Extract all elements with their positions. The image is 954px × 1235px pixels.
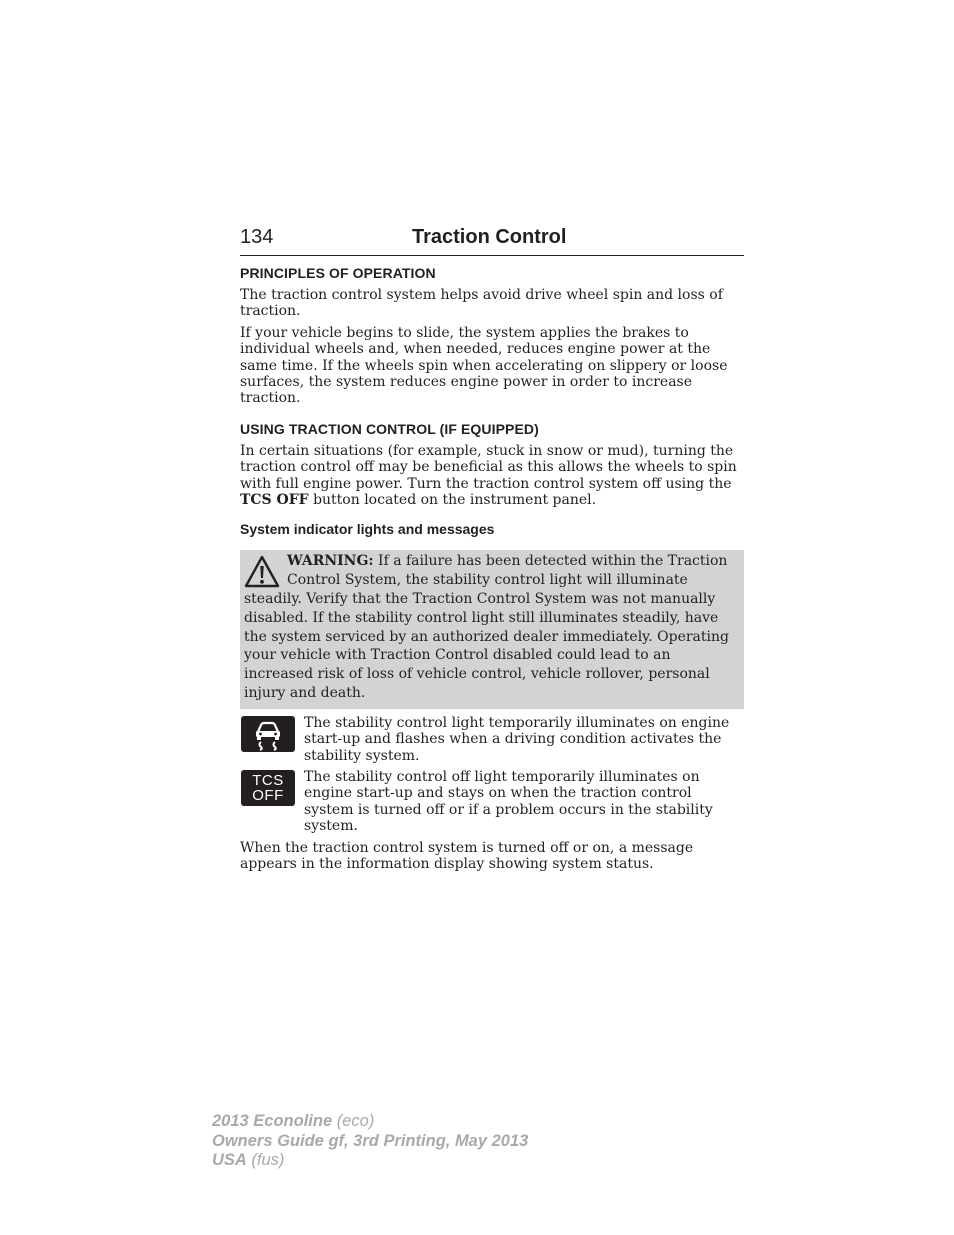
footer-region-code: (fus) <box>246 1151 285 1169</box>
page-content <box>240 226 744 878</box>
tcs-off-icon <box>252 773 284 803</box>
tcs-icon-line-1: TCS <box>252 772 284 790</box>
footer-line-2: Owners Guide gf, 3rd Printing, May 2013 <box>212 1131 529 1150</box>
footer-line-3 <box>212 1151 528 1171</box>
footer-model-code: (eco) <box>332 1112 375 1130</box>
principles-paragraph-2: If your vehicle begins to slide, the system applies the brakes to individual wheels and, when needed, reduces engine power at the same time. If the wheels spin when accelerating on slippery or loose surfaces, the system reduces engine power in order to increase traction. <box>240 324 728 407</box>
stability-control-light <box>241 716 295 752</box>
warning-box <box>240 550 744 708</box>
footer-line-1 <box>212 1112 528 1132</box>
principles-paragraph-1: The traction control system helps avoid drive wheel spin and loss of traction. <box>240 287 723 320</box>
tcs-off-button-label: TCS OFF <box>240 492 309 509</box>
stability-light-row <box>240 715 744 764</box>
warning-label: WARNING: <box>287 553 374 570</box>
warning-triangle-icon <box>244 555 280 589</box>
stability-off-row <box>240 769 744 835</box>
closing-paragraph: When the traction control system is turned off or on, a message appears in the information display showing system status. <box>240 839 694 873</box>
tcs-off-light <box>241 770 295 806</box>
indicators-heading: System indicator lights and messages <box>240 521 495 538</box>
footer-model: 2013 Econoline <box>212 1112 333 1130</box>
stability-off-description: The stability control off light temporarily illuminates on engine start-up and stays on when the traction control system is turned off or if a problem occurs in the stability system. <box>304 769 713 835</box>
footer <box>212 1112 528 1171</box>
tcs-icon-line-2: OFF <box>252 787 284 805</box>
principles-heading: PRINCIPLES OF OPERATION <box>240 265 436 281</box>
page-title: Traction Control <box>412 226 567 248</box>
page-number: 134 <box>240 226 274 248</box>
footer-region: USA <box>212 1151 247 1169</box>
page-header <box>240 226 744 256</box>
using-heading: USING TRACTION CONTROL (IF EQUIPPED) <box>240 420 539 437</box>
skidding-car-icon <box>248 717 288 751</box>
using-text-before: In certain situations (for example, stuck in snow or mud), turning the traction control off may be beneficial as this allows the wheels to spin with full engine power. Turn the traction control system off using the <box>240 442 737 492</box>
stability-light-description: The stability control light temporarily illuminates on engine start-up and flashes when a driving condition activates the stability system. <box>304 714 730 764</box>
using-text-after: button located on the instrument panel. <box>308 492 597 509</box>
warning-text: If a failure has been detected within the Traction Control System, the stability control light will illuminate steadily. Verify that the Traction Control System was not manually disabled. If the stability control light still illuminates steadily, have the system serviced by an authorized dealer immediately. Operating your vehicle with Traction Control disabled could lead to an increased risk of loss of vehicle control, vehicle rollover, personal injury and death. <box>244 553 729 702</box>
using-paragraph <box>240 443 744 509</box>
